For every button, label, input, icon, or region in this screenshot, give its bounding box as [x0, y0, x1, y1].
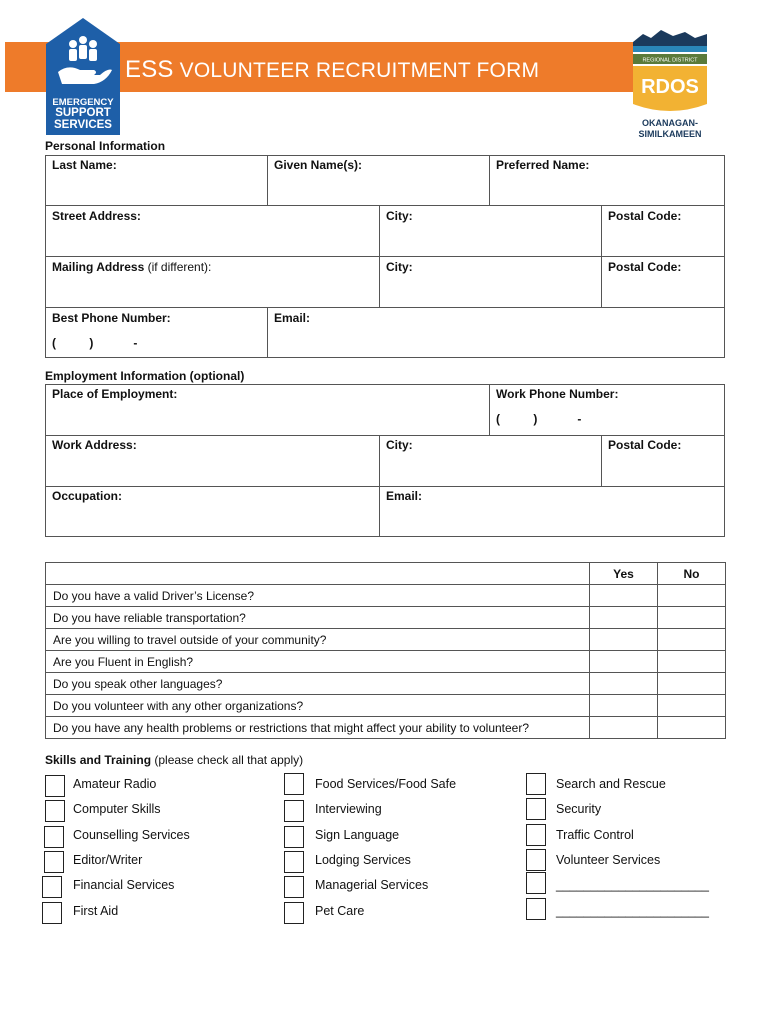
work-phone-label: Work Phone Number: [496, 387, 619, 401]
postal-code-label: Postal Code: [608, 438, 682, 452]
table-row [46, 717, 726, 739]
yes-cell[interactable] [590, 673, 658, 695]
no-cell[interactable] [658, 585, 726, 607]
question-text: Do you have a valid Driver’s License? [46, 585, 590, 607]
questions-table [45, 562, 726, 739]
svg-text:SIMILKAMEEN: SIMILKAMEEN [638, 129, 702, 139]
yes-cell[interactable] [590, 717, 658, 739]
question-text: Do you have reliable transportation? [46, 607, 590, 629]
best-phone-label: Best Phone Number: [52, 311, 171, 325]
yes-cell[interactable] [590, 651, 658, 673]
email-label: Email: [386, 489, 423, 503]
question-text: Do you speak other languages? [46, 673, 590, 695]
table-row [46, 607, 726, 629]
skill-checkbox[interactable] [526, 773, 546, 795]
other-skill-blank[interactable]: ______________________ [556, 904, 709, 918]
skill-label: Food Services/Food Safe [315, 777, 457, 791]
svg-text:SERVICES: SERVICES [54, 119, 112, 131]
question-text: Are you willing to travel outside of your community? [46, 629, 590, 651]
question-text: Do you have any health problems or restrictions that might affect your ability to volunteer? [46, 717, 590, 739]
postal-code-label: Postal Code: [608, 209, 682, 223]
skill-checkbox[interactable] [42, 902, 62, 924]
employment-info-heading: Employment Information (optional) [45, 369, 245, 383]
email-label: Email: [274, 311, 311, 325]
skill-label: Amateur Radio [73, 777, 157, 791]
svg-text:RDOS: RDOS [641, 76, 699, 98]
rdos-logo [629, 26, 711, 144]
ess-logo [46, 18, 120, 135]
skill-label: Editor/Writer [73, 853, 143, 867]
skill-checkbox[interactable] [45, 775, 65, 797]
email-field[interactable] [267, 307, 725, 358]
skill-label: Search and Rescue [556, 777, 666, 791]
svg-text:OKANAGAN-: OKANAGAN- [642, 118, 698, 128]
skill-checkbox[interactable] [284, 800, 304, 822]
skill-label: Volunteer Services [556, 853, 661, 867]
skill-checkbox[interactable] [284, 876, 304, 898]
skill-checkbox[interactable] [284, 851, 304, 873]
skill-checkbox[interactable] [42, 876, 62, 898]
skill-checkbox[interactable] [284, 773, 304, 795]
yes-cell[interactable] [590, 585, 658, 607]
skill-checkbox[interactable] [526, 872, 546, 894]
question-text: Do you volunteer with any other organizations? [46, 695, 590, 717]
other-skill-blank[interactable]: ______________________ [556, 878, 709, 892]
skill-checkbox[interactable] [526, 824, 546, 846]
skill-checkbox[interactable] [45, 800, 65, 822]
yes-cell[interactable] [590, 629, 658, 651]
skill-label: Sign Language [315, 828, 400, 842]
table-row [46, 585, 726, 607]
skill-label: Interviewing [315, 802, 382, 816]
skills-heading: Skills and Training (please check all that apply) [45, 753, 304, 767]
work-phone-template: ( ) - [496, 412, 582, 426]
skill-checkbox[interactable] [526, 898, 546, 920]
postal-code-label: Postal Code: [608, 260, 682, 274]
place-of-employment-label: Place of Employment: [52, 387, 178, 401]
table-row [46, 673, 726, 695]
last-name-label: Last Name: [52, 158, 117, 172]
question-text: Are you Fluent in English? [46, 651, 590, 673]
mailing-address-label: Mailing Address (if different): [52, 260, 212, 274]
skill-label: Pet Care [315, 904, 365, 918]
phone-template: ( ) - [52, 336, 138, 350]
no-cell[interactable] [658, 673, 726, 695]
street-address-label: Street Address: [52, 209, 141, 223]
preferred-name-label: Preferred Name: [496, 158, 590, 172]
skill-checkbox[interactable] [284, 826, 304, 848]
table-row [46, 695, 726, 717]
skill-checkbox[interactable] [526, 798, 546, 820]
city-label: City: [386, 438, 413, 452]
no-cell[interactable] [658, 695, 726, 717]
work-email-field[interactable] [379, 486, 725, 537]
work-address-label: Work Address: [52, 438, 137, 452]
skill-checkbox[interactable] [44, 826, 64, 848]
no-cell[interactable] [658, 629, 726, 651]
no-cell[interactable] [658, 717, 726, 739]
skill-checkbox[interactable] [44, 851, 64, 873]
city-label: City: [386, 260, 413, 274]
form-title: ESS VOLUNTEER RECRUITMENT FORM [125, 56, 540, 83]
city-label: City: [386, 209, 413, 223]
skill-label: Traffic Control [556, 828, 634, 842]
occupation-label: Occupation: [52, 489, 123, 503]
skill-label: Financial Services [73, 878, 175, 892]
svg-text:REGIONAL DISTRICT: REGIONAL DISTRICT [642, 57, 698, 64]
question-header [46, 563, 590, 585]
yes-cell[interactable] [590, 695, 658, 717]
no-cell[interactable] [658, 607, 726, 629]
skill-label: Counselling Services [73, 828, 190, 842]
yes-cell[interactable] [590, 607, 658, 629]
table-header-row [46, 563, 726, 585]
no-header: No [658, 563, 726, 585]
no-cell[interactable] [658, 651, 726, 673]
skill-checkbox[interactable] [284, 902, 304, 924]
table-row [46, 629, 726, 651]
svg-text:EMERGENCY: EMERGENCY [52, 97, 114, 108]
personal-info-heading: Personal Information [45, 139, 166, 153]
svg-text:SUPPORT: SUPPORT [55, 107, 111, 119]
skill-label: Security [556, 802, 602, 816]
given-names-label: Given Name(s): [274, 158, 363, 172]
skill-label: Lodging Services [315, 853, 411, 867]
skill-checkbox[interactable] [526, 849, 546, 871]
yes-header: Yes [590, 563, 658, 585]
skill-label: Managerial Services [315, 878, 429, 892]
skill-label: First Aid [73, 904, 119, 918]
skill-label: Computer Skills [73, 802, 161, 816]
table-row [46, 651, 726, 673]
